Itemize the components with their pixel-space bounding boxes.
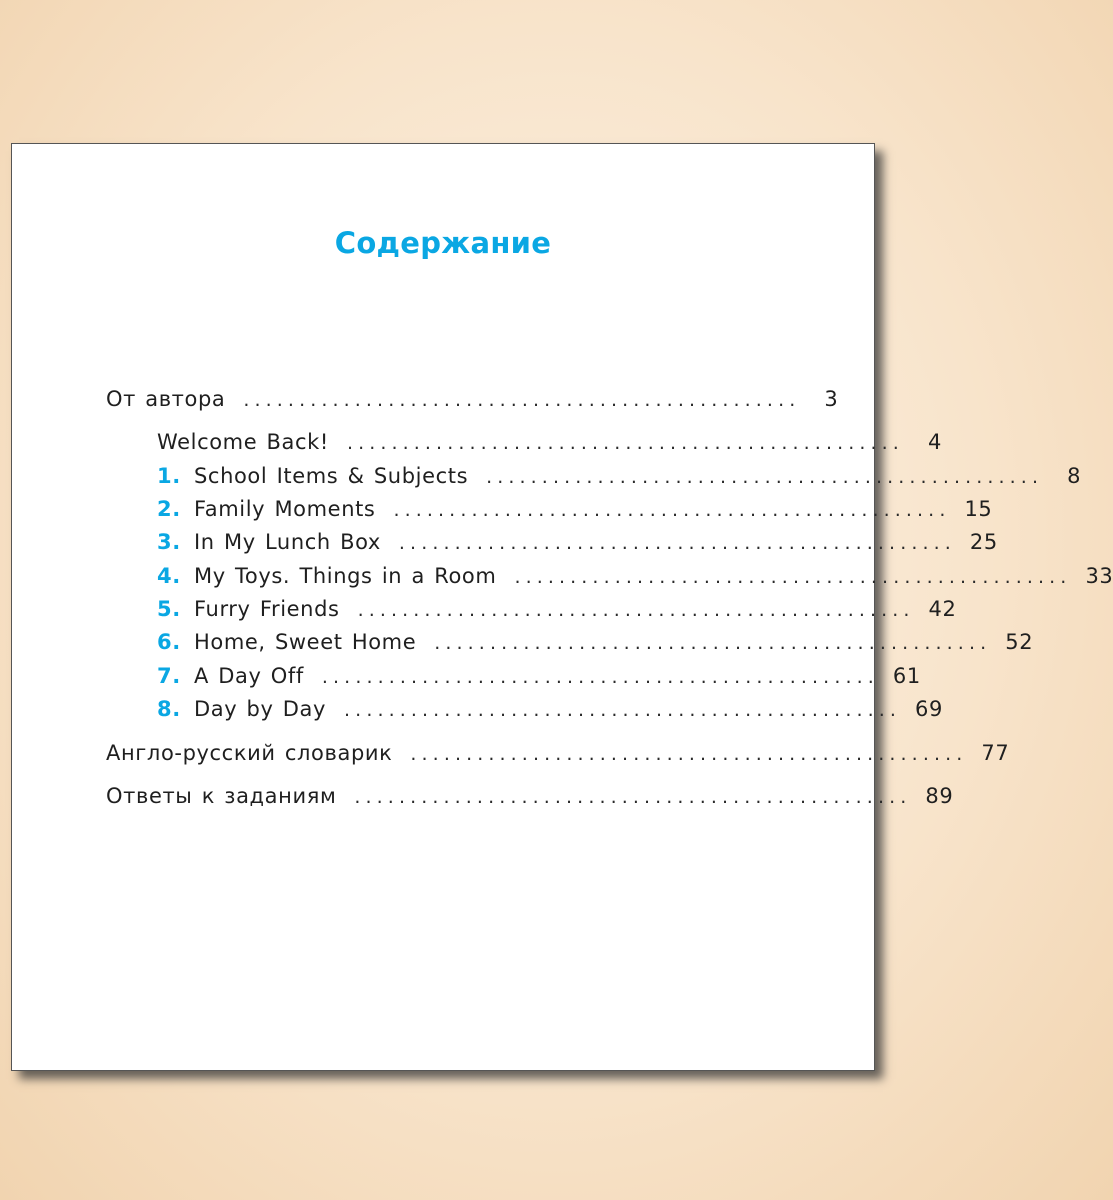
- dot-leader: ..................................................: [393, 499, 951, 521]
- toc-entry-label: Home, Sweet Home: [194, 630, 417, 654]
- dot-leader: ..................................................: [243, 389, 801, 411]
- toc-entry-label: Welcome Back!: [157, 430, 329, 454]
- toc-page-number: 77: [981, 741, 1010, 765]
- dot-leader: ..................................................: [398, 532, 956, 554]
- toc-unit-number: 6.: [157, 630, 181, 654]
- page-title: Содержание: [334, 226, 552, 260]
- toc-entry-unit-2[interactable]: [157, 497, 993, 527]
- toc-entry-label: Day by Day: [194, 697, 327, 721]
- dot-leader: ..................................................: [486, 466, 1044, 488]
- toc-entry-welcome-back[interactable]: [157, 430, 942, 460]
- toc-entry-label: Family Moments: [194, 497, 376, 521]
- toc-entry-unit-3[interactable]: [157, 530, 998, 560]
- toc-entry-label: Furry Friends: [194, 597, 340, 621]
- toc-unit-number: 1.: [157, 464, 181, 488]
- dot-leader: ..................................................: [354, 786, 912, 808]
- toc-page-number: 42: [928, 597, 957, 621]
- dot-leader: ..................................................: [357, 599, 915, 621]
- dot-leader: ..................................................: [321, 666, 879, 688]
- toc-entry-label: A Day Off: [194, 664, 304, 688]
- toc-page-number: 69: [915, 697, 943, 721]
- toc-entry-label: Ответы к заданиям: [106, 784, 337, 808]
- toc-page-number: 15: [964, 497, 993, 521]
- toc-unit-number: 7.: [157, 664, 181, 688]
- toc-page-number: 52: [1005, 630, 1034, 654]
- toc-entry-label: In My Lunch Box: [194, 530, 381, 554]
- book-page: [11, 143, 1113, 1071]
- toc-unit-number: 4.: [157, 564, 181, 588]
- toc-page-number: 8: [1067, 464, 1082, 488]
- toc-entry-author[interactable]: [106, 387, 839, 417]
- toc-entry-unit-8[interactable]: [157, 697, 943, 727]
- toc-entry-label: My Toys. Things in a Room: [194, 564, 497, 588]
- toc-entry-unit-7[interactable]: [157, 664, 921, 694]
- dot-leader: ..................................................: [514, 566, 1072, 588]
- toc-entry-answers[interactable]: [106, 784, 954, 814]
- toc-unit-number: 3.: [157, 530, 181, 554]
- toc-page-number: 25: [969, 530, 998, 554]
- toc-entry-unit-5[interactable]: [157, 597, 957, 627]
- toc-entry-dictionary[interactable]: [106, 741, 1010, 771]
- toc-entry-unit-4[interactable]: [157, 564, 1113, 594]
- toc-page-number: 3: [824, 387, 839, 411]
- toc-unit-number: 2.: [157, 497, 181, 521]
- toc-page-number: 89: [925, 784, 954, 808]
- toc-unit-number: 8.: [157, 697, 181, 721]
- toc-page-number: 4: [927, 430, 942, 454]
- toc-entry-unit-1[interactable]: [157, 464, 1082, 494]
- toc-page-number: 61: [892, 664, 921, 688]
- toc-entry-label: От автора: [106, 387, 226, 411]
- toc-entry-label: Англо-русский словарик: [106, 741, 393, 765]
- dot-leader: ..................................................: [410, 743, 968, 765]
- toc-entry-unit-6[interactable]: [157, 630, 1034, 660]
- dot-leader: ..................................................: [346, 432, 904, 454]
- toc-page-number: 33: [1085, 564, 1113, 588]
- dot-leader: ..................................................: [434, 632, 992, 654]
- toc-entry-label: School Items & Subjects: [194, 464, 469, 488]
- toc-unit-number: 5.: [157, 597, 181, 621]
- dot-leader: ..................................................: [344, 699, 902, 721]
